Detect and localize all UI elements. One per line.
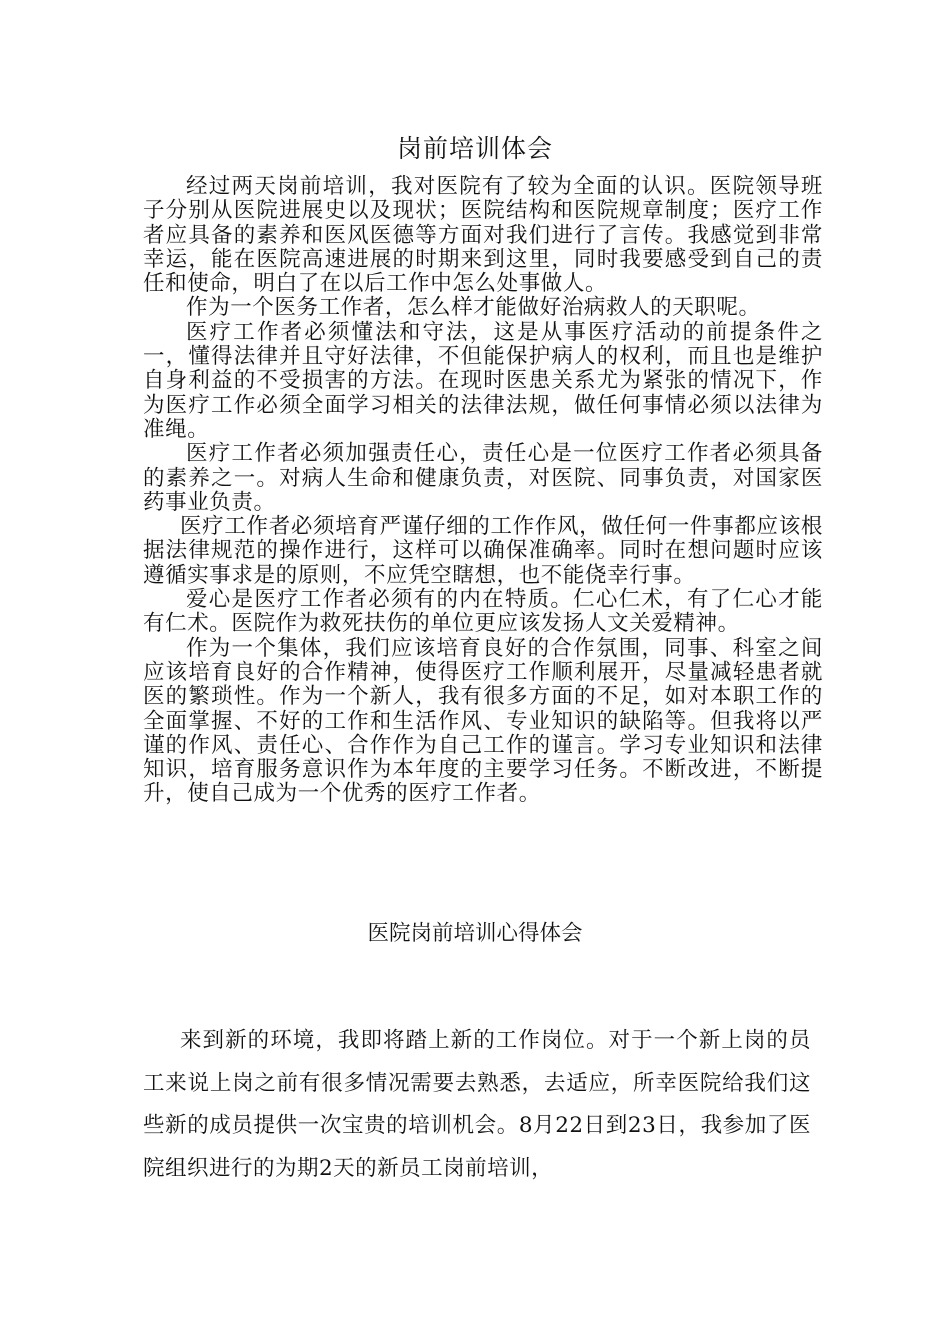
paragraph-responsibility: 医疗工作者必须加强责任心，责任心是一位医疗工作者必须具备的素养之一。对病人生命和健康负责，对医院、同事负责，对国家医药事业负责。 [143,441,823,515]
paragraph-compassion: 爱心是医疗工作者必须有的内在特质。仁心仁术，有了仁心才能有仁术。医院作为救死扶伤的单位更应该发扬人文关爱精神。 [143,587,823,637]
paragraph-new-environment: 来到新的环境，我即将踏上新的工作岗位。对于一个新上岗的员工来说上岗之前有很多情况需要去熟悉，去适应，所幸医院给我们这些新的成员提供一次宝贵的培训机会。8月22日到23日，我参加了医院组织进行的为期2天的新员工岗前培训， [143,1028,811,1181]
paragraph-work-style: 医疗工作者必须培育严谨仔细的工作作风，做任何一件事都应该根据法律规范的操作进行，这样可以确保准确率。同时在想问题时应该遵循实事求是的原则，不应凭空瞎想，也不能侥幸行事。 [143,514,823,588]
document-title: 岗前培训体会 [396,134,553,163]
paragraph-intro: 经过两天岗前培训，我对医院有了较为全面的认识。医院领导班子分别从医院进展史以及现状；医院结构和医院规章制度；医疗工作者应具备的素养和医风医德等方面对我们进行了言传。我感觉到非常幸运，能在医院高速进展的时期来到这里，同时我要感受到自己的责任和使命，明白了在以后工作中怎么处事做人。 [143,174,823,297]
paragraph-question: 作为一个医务工作者，怎么样才能做好治病救人的天职呢。 [186,295,761,321]
document-body-second [143,1020,811,1190]
section-subtitle: 医院岗前培训心得体会 [367,921,583,946]
paragraph-law: 医疗工作者必须懂法和守法，这是从事医疗活动的前提条件之一，懂得法律并且守好法律，不但能保护病人的权利，而且也是维护自身利益的不受损害的方法。在现时医患关系尤为紧张的情况下，作为医疗工作必须全面学习相关的法律法规，做任何事情必须以法律为准绳。 [143,319,823,442]
document-body [143,175,823,807]
paragraph-teamwork: 作为一个集体，我们应该培育良好的合作氛围，同事、科室之间应该培育良好的合作精神，使得医疗工作顺利展开，尽量减轻患者就医的繁琐性。作为一个新人，我有很多方面的不足，如对本职工作的全面掌握、不好的工作和生活作风、专业知识的缺陷等。但我将以严谨的作风、责任心、合作作为自己工作的谨言。学习专业知识和法律知识，培育服务意识作为本年度的主要学习任务。不断改进，不断提升，使自己成为一个优秀的医疗工作者。 [143,635,823,807]
